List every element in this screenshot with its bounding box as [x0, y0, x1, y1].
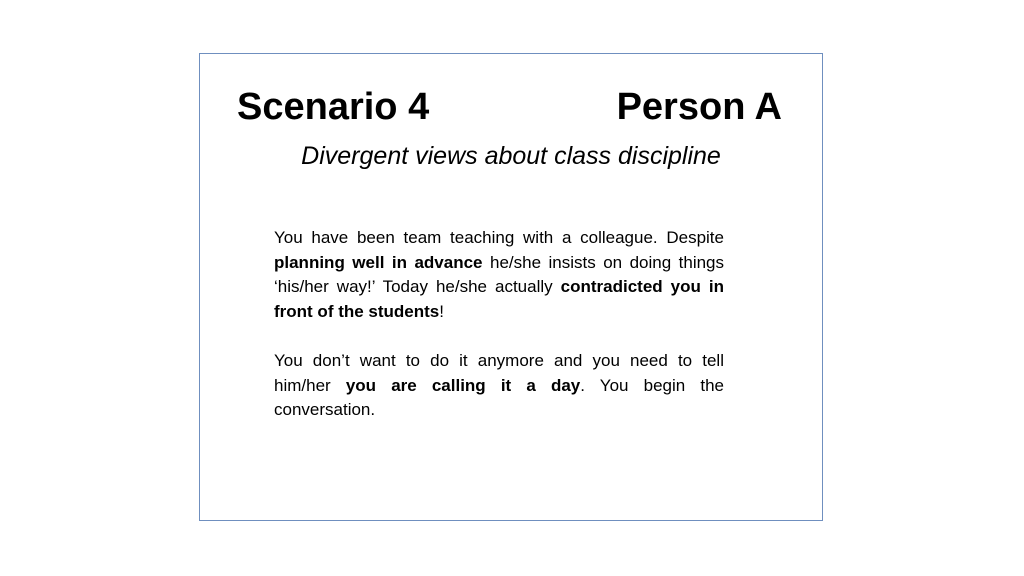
slide: [199, 53, 823, 521]
paragraph-2: [274, 349, 724, 423]
paragraph-2-bold-1: you are calling it a day: [345, 375, 581, 395]
paragraph-1-text-3: !: [439, 301, 444, 321]
slide-subtitle: Divergent views about class discipline: [301, 142, 721, 170]
paragraph-1-bold-2: contradicted you in front of the students: [274, 277, 725, 321]
paragraph-1-bold-1: planning well in advance: [274, 252, 483, 272]
scenario-body: [274, 226, 724, 448]
slide-title: [237, 82, 782, 132]
paragraph-2-text-2: . You begin the conversation.: [274, 375, 724, 419]
paragraph-1-text-1: You have been team teaching with a colleague. Despite: [274, 228, 724, 247]
paragraph-1-text-2: he/she insists on doing things ‘his/her way!’ Today he/she actually: [274, 252, 725, 296]
paragraph-1: [274, 226, 724, 324]
person-title: Person A: [616, 86, 782, 128]
scenario-title: Scenario 4: [237, 86, 430, 128]
paragraph-2-text-1: You don’t want to do it anymore and you need to tell him/her: [274, 351, 724, 395]
